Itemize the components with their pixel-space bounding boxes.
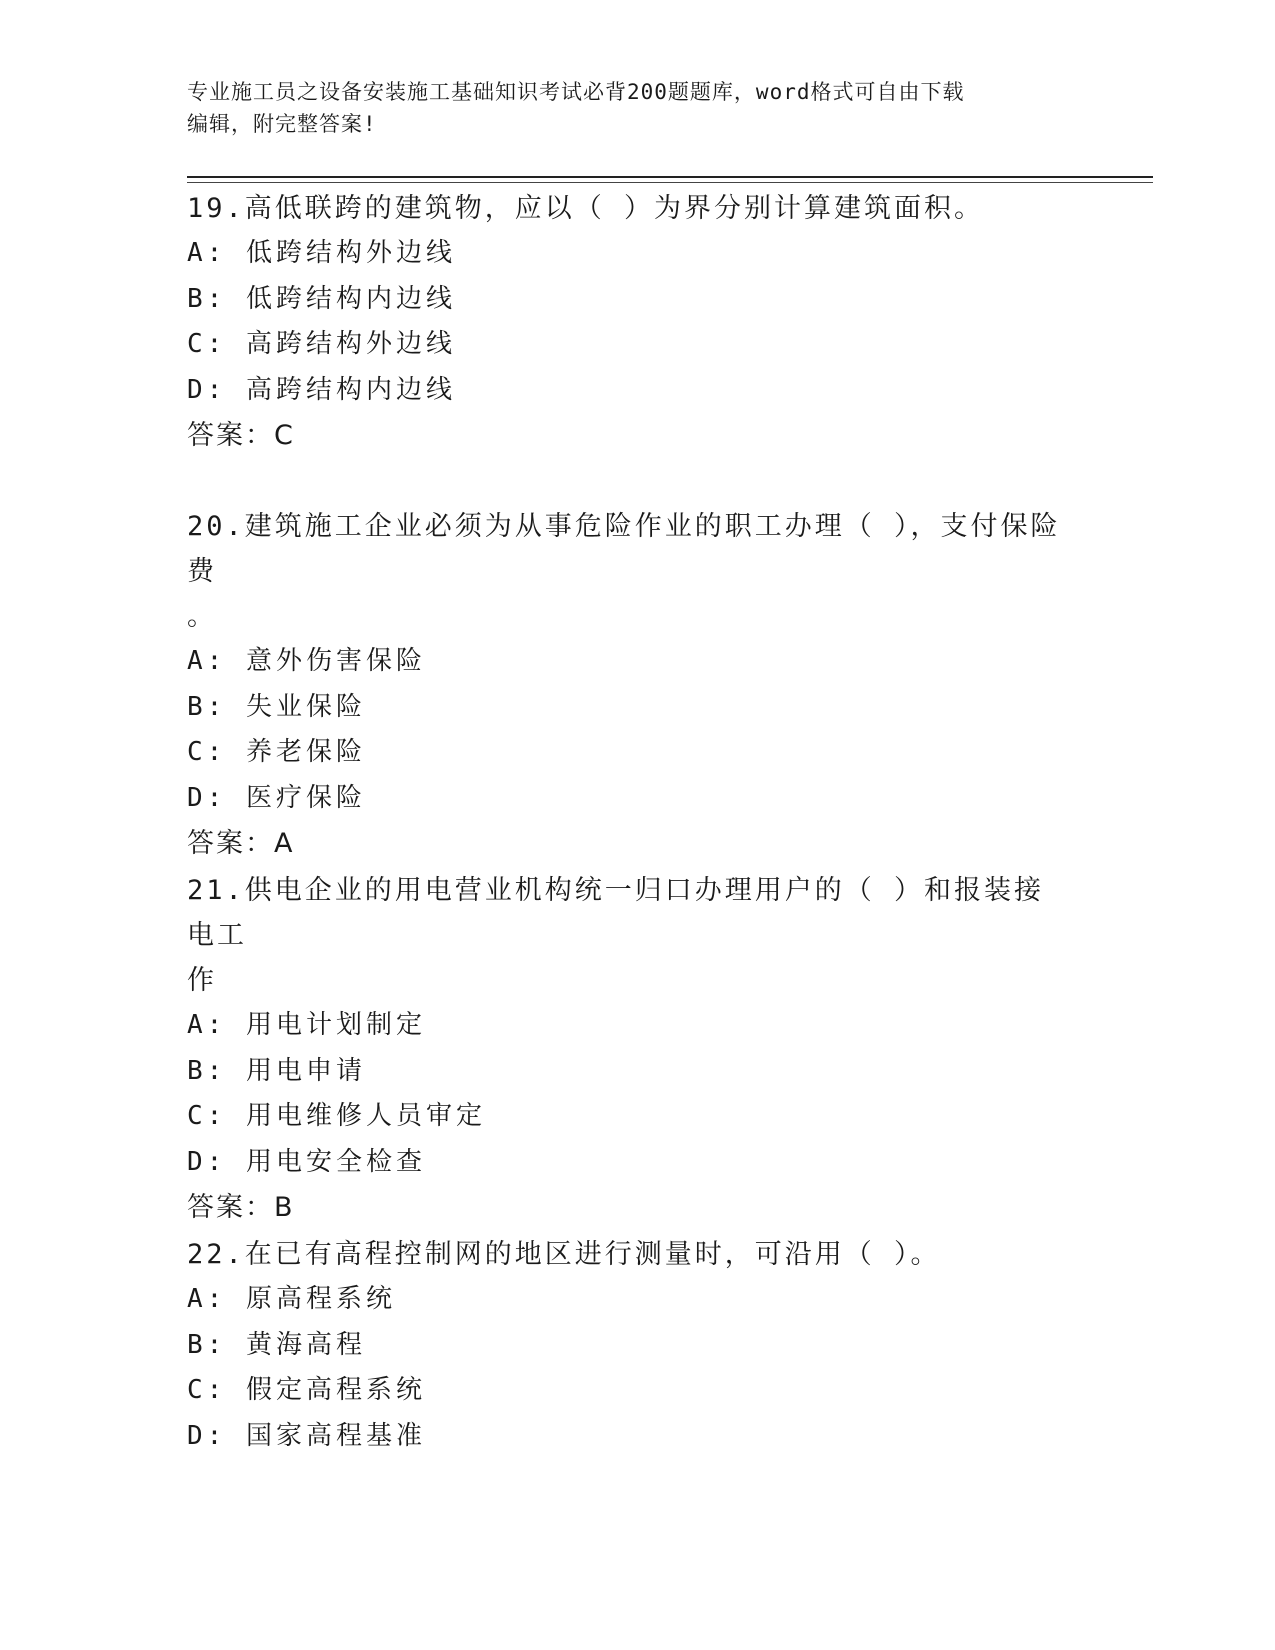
option-b: B: 用电申请 [187,1055,366,1086]
option-d: D: 国家高程基准 [187,1420,426,1451]
header-line-1: 专业施工员之设备安装施工基础知识考试必背200题题库，word格式可自由下载 [187,80,965,104]
question-21 [187,868,1067,1230]
header-divider-thick [187,176,1153,178]
option-d: D: 高跨结构内边线 [187,374,456,405]
answer: 答案：B [187,1192,295,1223]
option-a: A: 原高程系统 [187,1284,396,1314]
option-c: C: 高跨结构外边线 [187,329,456,359]
answer: 答案：A [187,828,295,859]
option-a: A: 低跨结构外边线 [187,238,456,268]
option-b: B: 低跨结构内边线 [187,283,456,314]
option-d: D: 医疗保险 [187,782,366,813]
option-b: B: 失业保险 [187,691,366,722]
question-stem: 19.高低联跨的建筑物，应以（ ）为界分别计算建筑面积。 [187,193,985,224]
option-b: B: 黄海高程 [187,1329,366,1360]
question-stem: 20.建筑施工企业必须为从事危险作业的职工办理（ ），支付保险费 [187,511,1061,587]
question-stem: 21.供电企业的用电营业机构统一归口办理用户的（ ）和报装接电工 [187,875,1045,951]
question-stem-continuation: 。 [187,601,217,632]
option-c: C: 假定高程系统 [187,1375,426,1405]
question-stem: 22.在已有高程控制网的地区进行测量时，可沿用（ ）。 [187,1239,941,1270]
option-a: A: 意外伤害保险 [187,646,426,676]
option-c: C: 用电维修人员审定 [187,1101,486,1131]
question-20 [187,504,1067,866]
question-19 [187,186,1067,458]
question-stem-continuation: 作 [187,965,217,996]
document-header [187,76,1067,140]
option-d: D: 用电安全检查 [187,1146,426,1177]
question-22 [187,1232,1067,1459]
answer: 答案：C [187,420,295,451]
option-a: A: 用电计划制定 [187,1010,426,1040]
header-line-2: 编辑，附完整答案! [187,112,377,136]
option-c: C: 养老保险 [187,737,366,767]
header-divider-thin [187,182,1153,183]
